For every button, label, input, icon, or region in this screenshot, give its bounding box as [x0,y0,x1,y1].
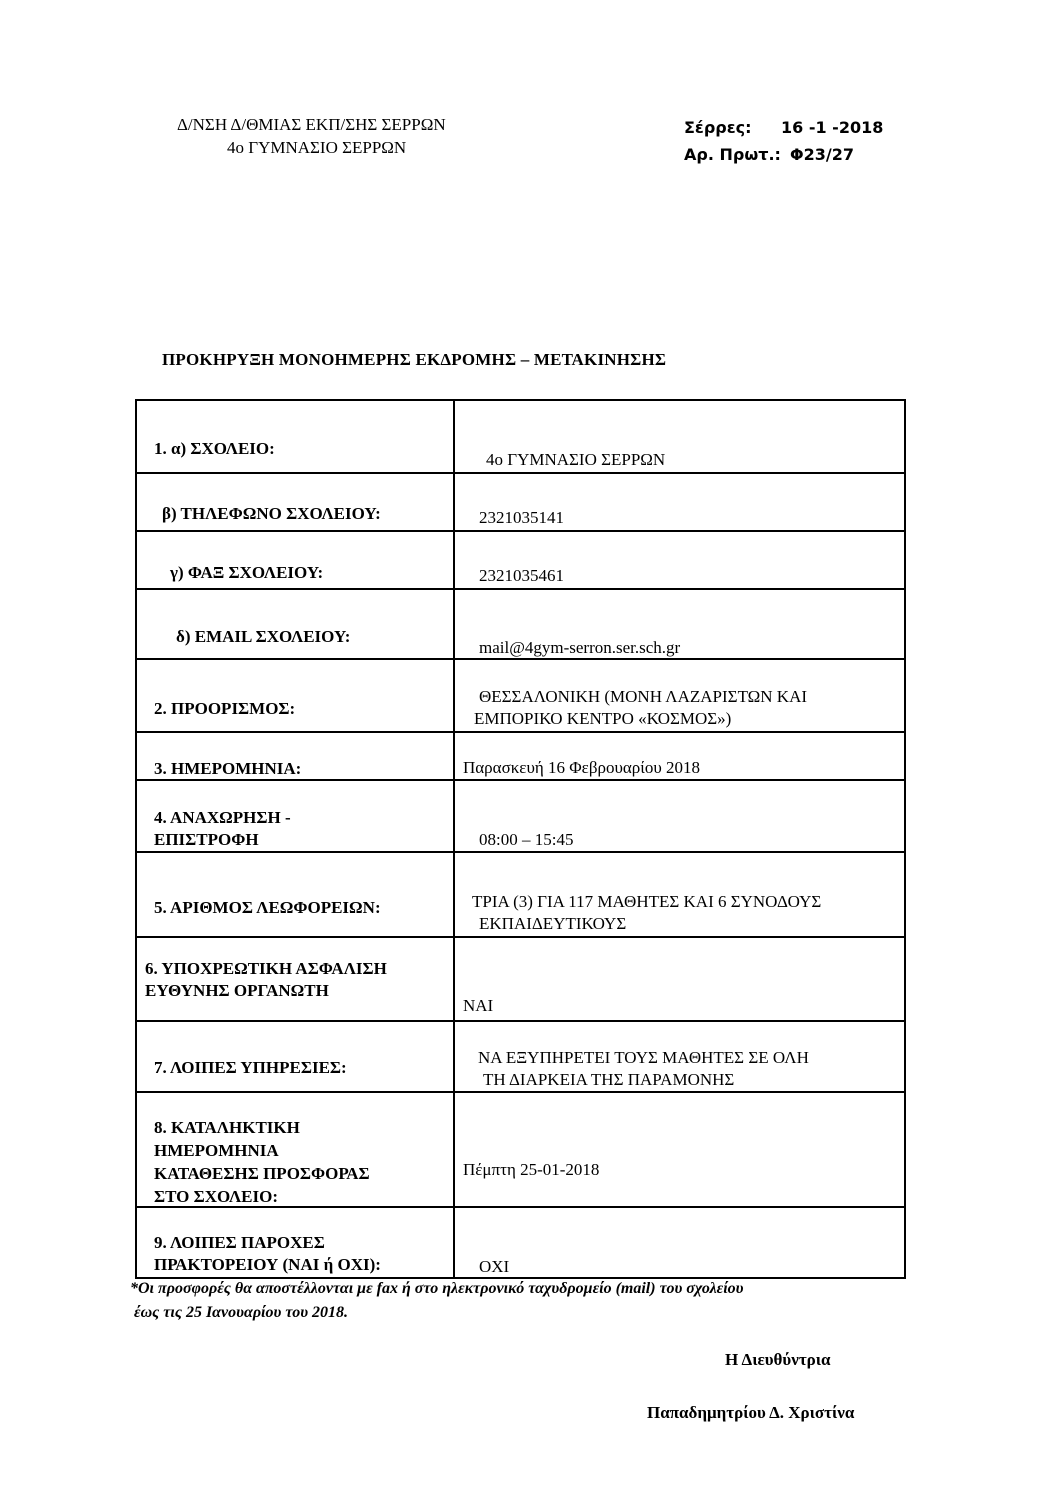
departure-return-label-line2: ΕΠΙΣΤΡΟΦΗ [154,830,259,849]
row-value-cell [454,473,905,531]
school-name: 4ο ΓΥΜΝΑΣΙΟ ΣΕΡΡΩΝ [227,138,407,157]
table-row [136,1021,905,1092]
authority-name: Δ/ΝΣΗ Δ/ΘΜΙΑΣ ΕΚΠ/ΣΗΣ ΣΕΡΡΩΝ [177,115,446,134]
row-value-cell [454,1092,905,1207]
table-row [136,400,905,473]
agency-extras-label-line2: ΠΡΑΚΤΟΡΕΙΟΥ (ΝΑΙ ή ΟΧΙ): [154,1255,381,1274]
signatory-role: Η Διευθύντρια [725,1350,831,1369]
deadline-label-line1: 8. ΚΑΤΑΛΗΚΤΙΚΗ [154,1118,300,1137]
row-label-cell [136,780,454,852]
destination-value-line1: ΘΕΣΣΑΛΟΝΙΚΗ (ΜΟΝΗ ΛΑΖΑΡΙΣΤΩΝ ΚΑΙ [479,687,808,706]
agency-extras-label-line1: 9. ΛΟΙΠΕΣ ΠΑΡΟΧΕΣ [154,1233,325,1252]
protocol-label: Αρ. Πρωτ.: [684,145,781,164]
table-row [136,589,905,659]
table-row [136,531,905,589]
deadline-label-line2: ΗΜΕΡΟΜΗΝΙΑ [154,1141,279,1160]
row-label-cell [136,531,454,589]
phone-label: β) ΤΗΛΕΦΩΝΟ ΣΧΟΛΕΙΟΥ: [162,504,381,523]
row-label-cell [136,852,454,937]
place-label: Σέρρες: [684,118,752,137]
row-value-cell [454,780,905,852]
date-label: 3. ΗΜΕΡΟΜΗΝΙΑ: [154,759,302,778]
insurance-label-line1: 6. ΥΠΟΧΡΕΩΤΙΚΗ ΑΣΦΑΛΙΣΗ [145,959,387,978]
departure-return-value: 08:00 – 15:45 [479,830,574,849]
deadline-label-line4: ΣΤΟ ΣΧΟΛΕΙΟ: [154,1187,279,1206]
table-row [136,1092,905,1207]
email-value: mail@4gym-serron.ser.sch.gr [479,638,681,657]
table-row [136,1207,905,1278]
document-date: 16 -1 -2018 [781,118,884,137]
row-value-cell [454,589,905,659]
insurance-value: ΝΑΙ [463,996,494,1015]
row-value-cell [454,1021,905,1092]
school-value: 4ο ΓΥΜΝΑΣΙΟ ΣΕΡΡΩΝ [486,450,666,469]
row-label-cell [136,473,454,531]
row-value-cell [454,531,905,589]
trip-details-table [135,399,906,1279]
fax-value: 2321035461 [479,566,564,585]
deadline-label-line3: ΚΑΤΑΘΕΣΗΣ ΠΡΟΣΦΟΡΑΣ [154,1164,370,1183]
signatory-name: Παπαδημητρίου Δ. Χριστίνα [647,1403,855,1422]
school-label: 1. α) ΣΧΟΛΕΙΟ: [154,439,275,458]
row-value-cell [454,659,905,732]
document-title: ΠΡΟΚΗΡΥΞΗ ΜΟΝΟΗΜΕΡΗΣ ΕΚΔΡΟΜΗΣ – ΜΕΤΑΚΙΝΗΣΗΣ [162,350,667,369]
email-label: δ) EMAIL ΣΧΟΛΕΙΟΥ: [176,627,351,646]
destination-label: 2. ΠΡΟΟΡΙΣΜΟΣ: [154,699,296,718]
row-value-cell [454,1207,905,1278]
buses-label: 5. ΑΡΙΘΜΟΣ ΛΕΩΦΟΡΕΙΩΝ: [154,898,381,917]
phone-value: 2321035141 [479,508,564,527]
row-label-cell [136,937,454,1021]
row-value-cell [454,852,905,937]
row-value-cell [454,937,905,1021]
row-value-cell [454,732,905,780]
deadline-value: Πέμπτη 25-01-2018 [463,1160,600,1179]
row-value-cell [454,400,905,473]
table-row [136,937,905,1021]
fax-label: γ) ΦΑΞ ΣΧΟΛΕΙΟΥ: [170,563,324,582]
other-services-value-line2: ΤΗ ΔΙΑΡΚΕΙΑ ΤΗΣ ΠΑΡΑΜΟΝΗΣ [483,1070,735,1089]
date-value: Παρασκευή 16 Φεβρουαρίου 2018 [463,758,700,777]
table-row [136,780,905,852]
other-services-value-line1: ΝΑ ΕΞΥΠΗΡΕΤΕΙ ΤΟΥΣ ΜΑΘΗΤΕΣ ΣΕ ΟΛΗ [478,1048,809,1067]
departure-return-label-line1: 4. ΑΝΑΧΩΡΗΣΗ - [154,808,291,827]
destination-value-line2: ΕΜΠΟΡΙΚΟ ΚΕΝΤΡΟ «ΚΟΣΜΟΣ») [474,709,732,728]
table-row [136,473,905,531]
table-row [136,732,905,780]
insurance-label-line2: ΕΥΘΥΝΗΣ ΟΡΓΑΝΩΤΗ [145,981,329,1000]
offers-note-line2: έως τις 25 Ιανουαρίου του 2018. [134,1304,349,1321]
buses-value-line2: ΕΚΠΑΙΔΕΥΤΙΚΟΥΣ [479,914,627,933]
agency-extras-value: ΟΧΙ [479,1257,510,1276]
table-row [136,659,905,732]
table-row [136,852,905,937]
row-label-cell [136,732,454,780]
row-label-cell [136,659,454,732]
buses-value-line1: ΤΡΙΑ (3) ΓΙΑ 117 ΜΑΘΗΤΕΣ ΚΑΙ 6 ΣΥΝΟΔΟΥΣ [472,892,822,911]
protocol-number: Φ23/27 [790,145,854,164]
row-label-cell [136,589,454,659]
row-label-cell [136,400,454,473]
offers-note-line1: *Οι προσφορές θα αποστέλλονται με fax ή στο ηλεκτρονικό ταχυδρομείο (mail) του σχολείου [130,1280,744,1297]
other-services-label: 7. ΛΟΙΠΕΣ ΥΠΗΡΕΣΙΕΣ: [154,1058,347,1077]
row-label-cell [136,1092,454,1207]
row-label-cell [136,1021,454,1092]
row-label-cell [136,1207,454,1278]
